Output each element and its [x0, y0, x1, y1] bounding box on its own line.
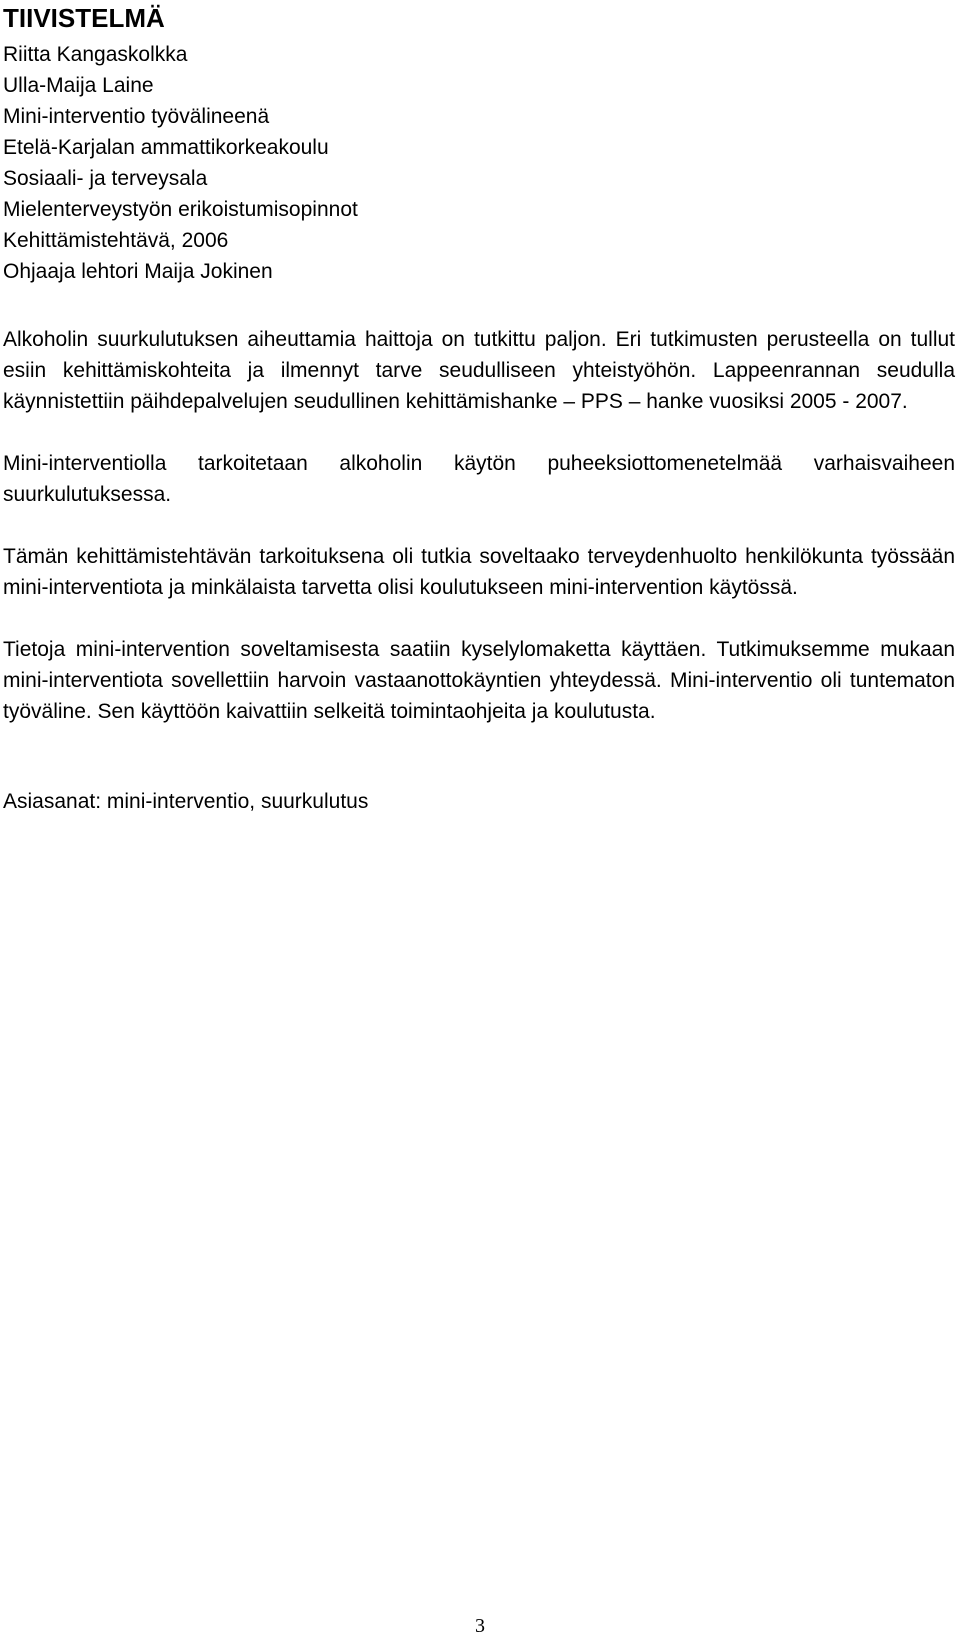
field-of-study: Sosiaali- ja terveysala — [3, 167, 208, 190]
author-name-1: Riitta Kangaskolkka — [3, 43, 188, 66]
degree-programme: Mielenterveystyön erikoistumisopinnot — [3, 198, 358, 221]
document-page — [3, 0, 955, 817]
work-type-year: Kehittämistehtävä, 2006 — [3, 229, 229, 252]
thesis-title: Mini-interventio työvälineenä — [3, 105, 270, 128]
author-name-2: Ulla-Maija Laine — [3, 74, 154, 97]
page-number: 3 — [475, 1615, 485, 1637]
abstract-paragraph: Tietoja mini-intervention soveltamisesta saatiin kyselylomaketta käyttäen. Tutkimuksemme mukaan mini-interventiota sovellettiin harvoin vastaanottokäyntien yhteydessä. Mini-interventio oli tuntematon työväline. Sen käyttöön kaivattiin selkeitä toimintaohjeita ja koulutusta. — [3, 638, 955, 723]
page-title: TIIVISTELMÄ — [3, 3, 165, 33]
supervisor: Ohjaaja lehtori Maija Jokinen — [3, 260, 273, 283]
abstract-paragraph: Mini-interventiolla tarkoitetaan alkoholin käytön puheeksiottomenetelmää varhaisvaiheen suurkulutuksessa. — [3, 452, 955, 506]
institution: Etelä-Karjalan ammattikorkeakoulu — [3, 136, 329, 159]
abstract-paragraph: Tämän kehittämistehtävän tarkoituksena oli tutkia soveltaako terveydenhuolto henkilökunta työssään mini-interventiota ja minkälaista tarvetta olisi koulutukseen mini-intervention käytössä. — [3, 545, 955, 599]
keywords: Asiasanat: mini-interventio, suurkulutus — [3, 790, 369, 813]
abstract-paragraph: Alkoholin suurkulutuksen aiheuttamia haittoja on tutkittu paljon. Eri tutkimusten perusteella on tullut esiin kehittämiskohteita ja ilmennyt tarve seudulliseen yhteistyöhön. Lappeenrannan seudulla käynnistettiin päihdepalvelujen seudullinen kehittämishanke – PPS – hanke vuosiksi 2005 - 2007. — [3, 328, 955, 413]
abstract-body — [3, 324, 955, 727]
author-info-list — [3, 39, 955, 287]
